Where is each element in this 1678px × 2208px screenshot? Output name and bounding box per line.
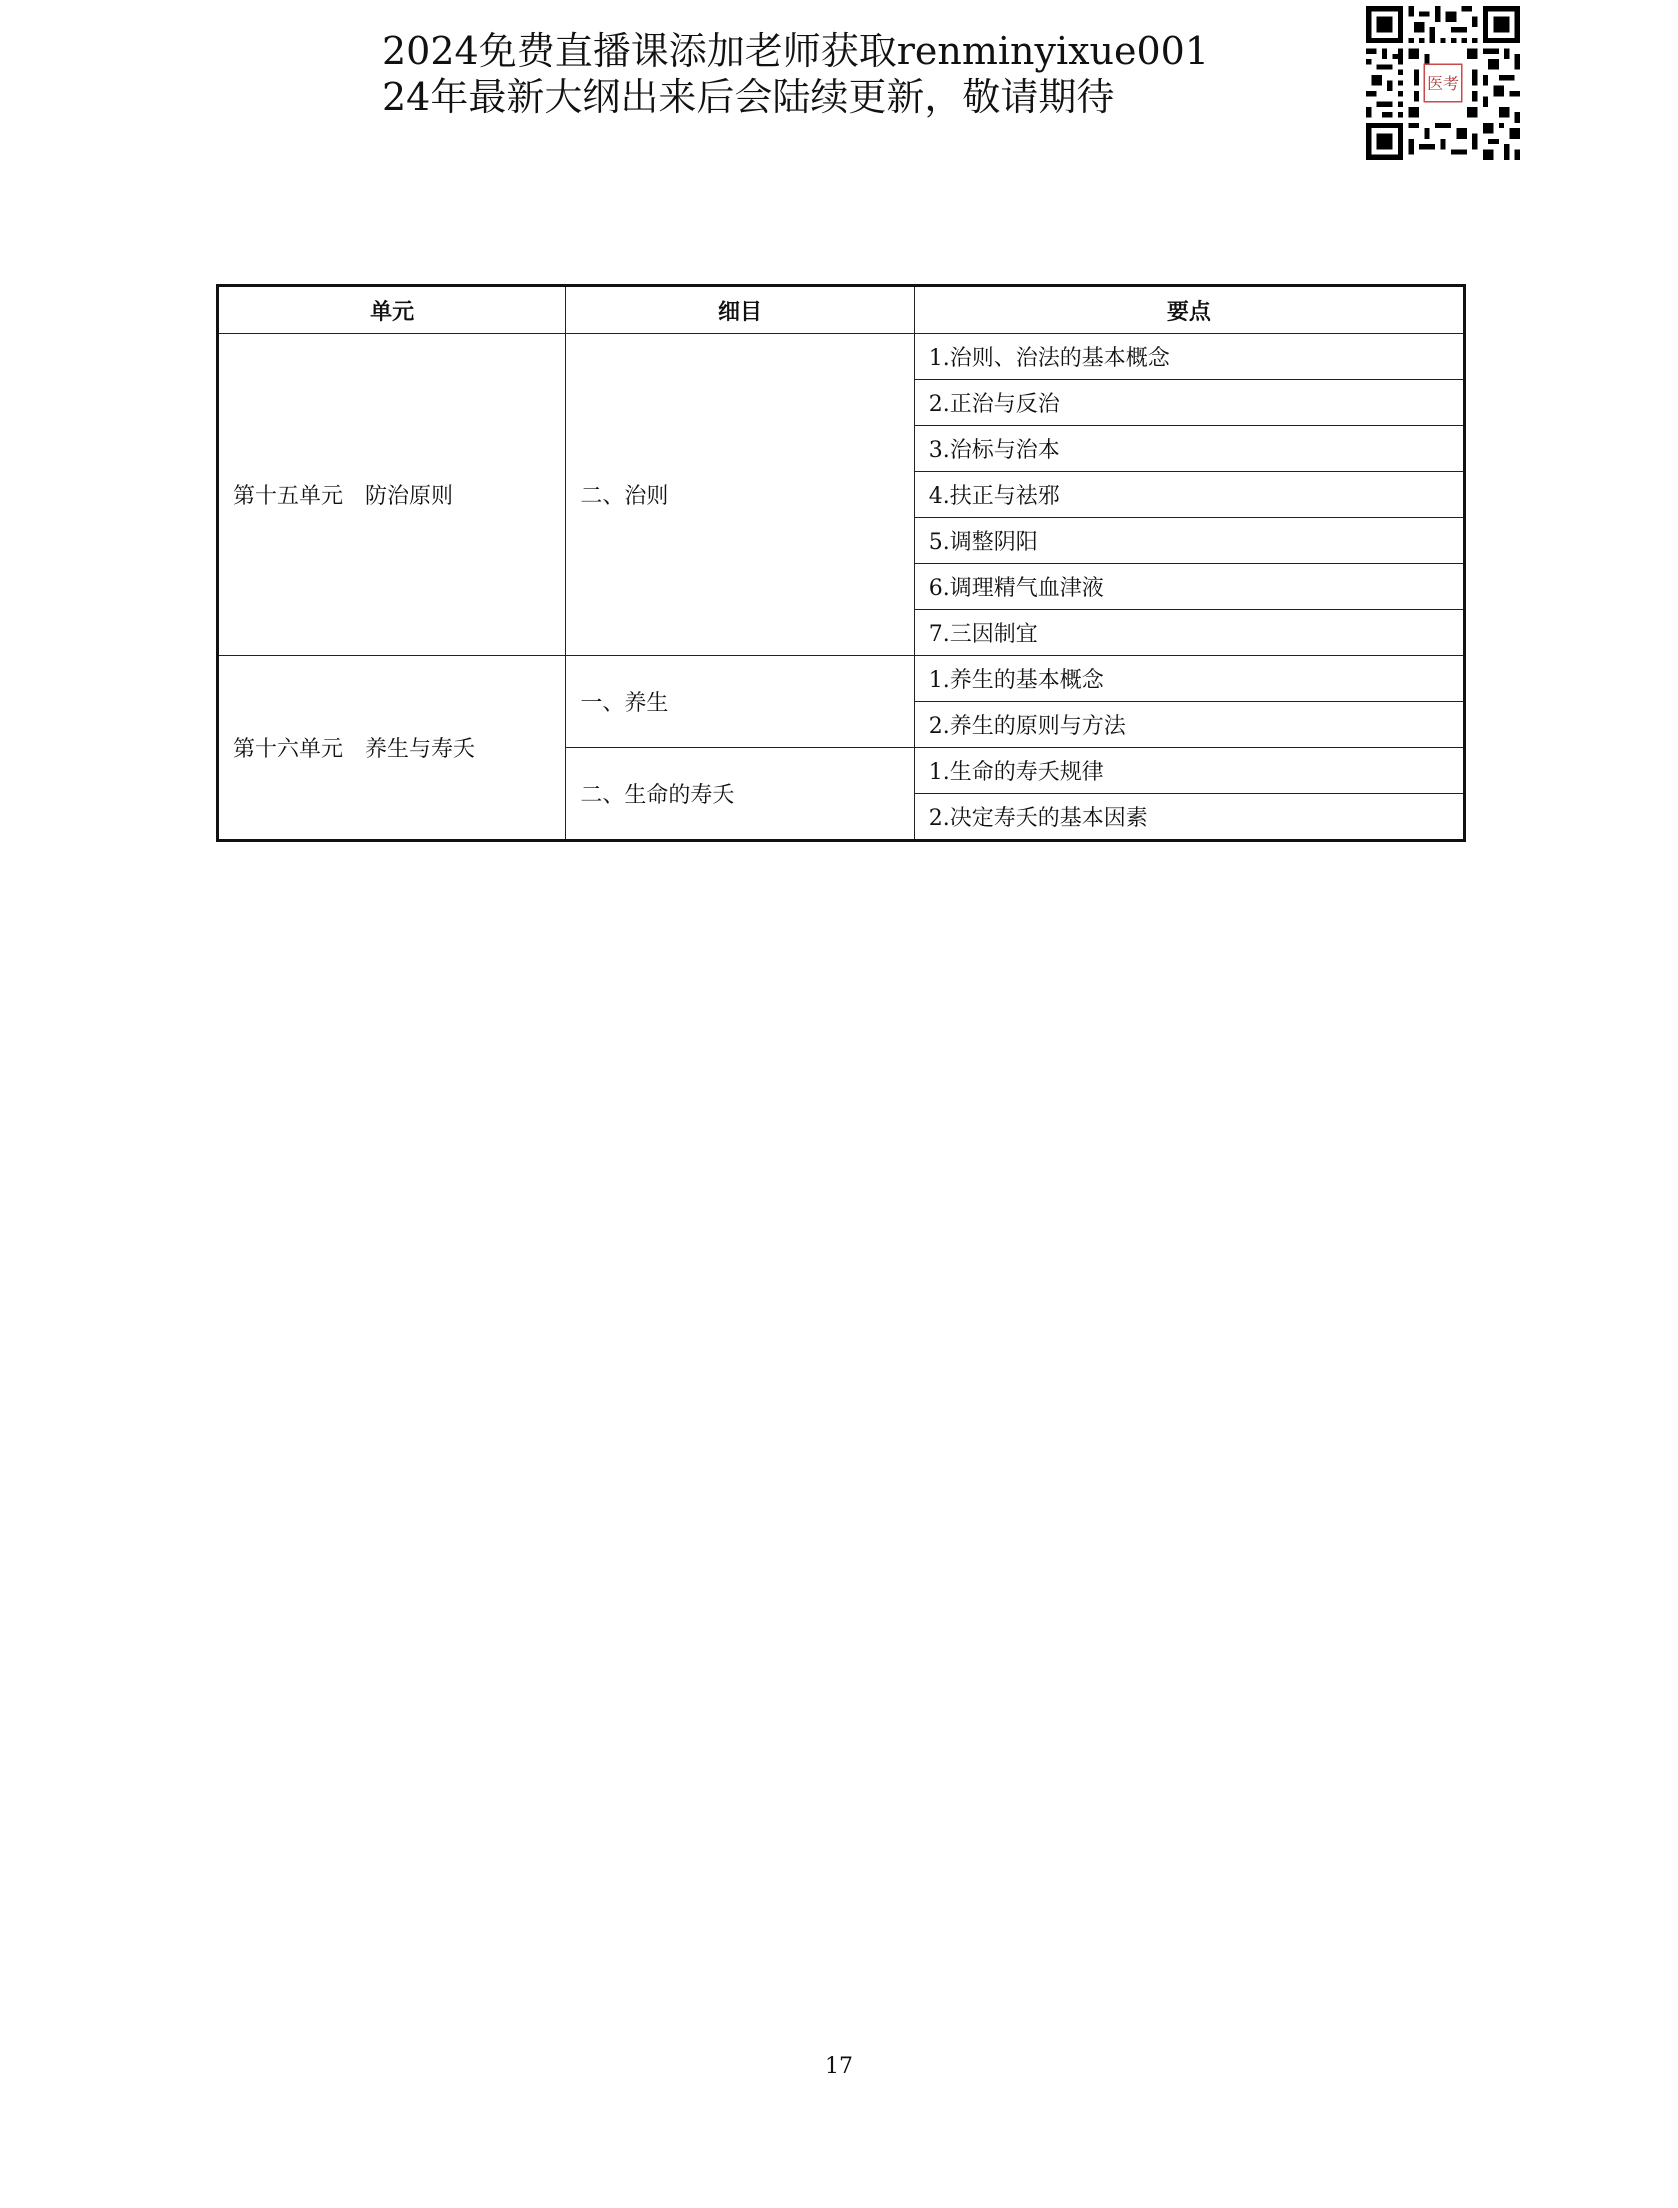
- table-row: [218, 334, 1465, 380]
- table-header-row: [218, 286, 1465, 334]
- header-line-1: 2024免费直播课添加老师获取renminyixue001: [382, 29, 1210, 73]
- header-point: 要点: [914, 286, 1464, 334]
- point-cell: 3.治标与治本: [914, 426, 1464, 472]
- header-line-2: 24年最新大纲出来后会陆续更新，敬请期待: [382, 75, 1115, 119]
- point-cell: 1.生命的寿夭规律: [914, 748, 1464, 794]
- point-cell: 5.调整阴阳: [914, 518, 1464, 564]
- point-cell: 6.调理精气血津液: [914, 564, 1464, 610]
- table-row: [218, 656, 1465, 702]
- qr-logo-text: 医考: [1427, 73, 1459, 93]
- header-item: 细目: [566, 286, 914, 334]
- item-cell: 一、养生: [566, 656, 914, 748]
- page-header: [382, 28, 1282, 120]
- header-unit: 单元: [218, 286, 566, 334]
- page-number: 17: [825, 2054, 853, 2079]
- point-cell: 7.三因制宜: [914, 610, 1464, 656]
- qr-code-icon: [1366, 6, 1520, 160]
- item-cell: 二、治则: [566, 334, 914, 656]
- point-cell: 1.养生的基本概念: [914, 656, 1464, 702]
- point-cell: 1.治则、治法的基本概念: [914, 334, 1464, 380]
- point-cell: 2.正治与反治: [914, 380, 1464, 426]
- unit-cell: 第十五单元 防治原则: [218, 334, 566, 656]
- point-cell: 2.决定寿夭的基本因素: [914, 794, 1464, 841]
- point-cell: 2.养生的原则与方法: [914, 702, 1464, 748]
- unit-cell: 第十六单元 养生与寿夭: [218, 656, 566, 841]
- item-cell: 二、生命的寿夭: [566, 748, 914, 841]
- point-cell: 4.扶正与祛邪: [914, 472, 1464, 518]
- syllabus-table: [216, 284, 1466, 842]
